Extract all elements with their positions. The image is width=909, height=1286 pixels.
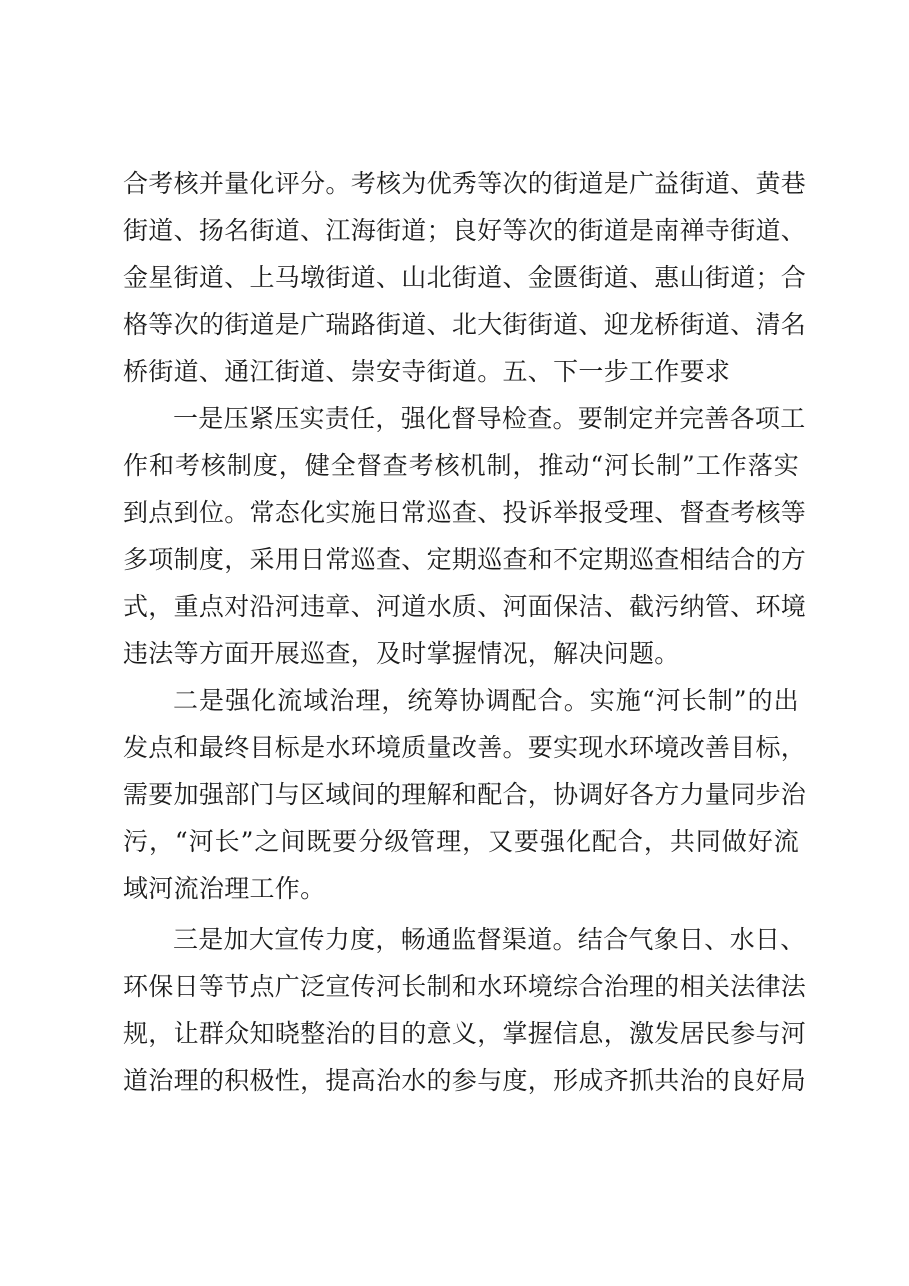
text-line: 环保日等节点广泛宣传河长制和水环境综合治理的相关法律法 [123, 972, 807, 1001]
text-line: 规，让群众知晓整治的目的意义，掌握信息，激发居民参与河 [123, 1019, 807, 1048]
text-line: 到点到位。常态化实施日常巡查、投诉举报受理、督查考核等 [123, 498, 807, 527]
document-body [123, 160, 807, 1104]
paragraph-first-line: 一是压紧压实责任，强化督导检查。要制定并完善各项工 [173, 404, 806, 433]
text-line: 街道、扬名街道、江海街道；良好等次的街道是南禅寺街道、 [123, 216, 807, 245]
text-line: 多项制度，采用日常巡查、定期巡查和不定期巡查相结合的方 [123, 545, 807, 574]
text-line: 桥街道、通江街道、崇安寺街道。五、下一步工作要求 [123, 357, 731, 386]
text-line: 需要加强部门与区域间的理解和配合，协调好各方力量同步治 [123, 780, 807, 809]
text-line: 作和考核制度，健全督查考核机制，推动“河长制”工作落实 [123, 451, 799, 480]
text-line: 金星街道、上马墩街道、山北街道、金匮街道、惠山街道；合 [123, 263, 807, 292]
text-line: 道治理的积极性，提高治水的参与度，形成齐抓共治的良好局 [123, 1066, 807, 1095]
text-line: 式，重点对沿河违章、河道水质、河面保洁、截污纳管、环境 [123, 592, 807, 621]
text-line: 违法等方面开展巡查，及时掌握情况，解决问题。 [123, 639, 680, 668]
text-line: 格等次的街道是广瑞路街道、北大街街道、迎龙桥街道、清名 [123, 310, 807, 339]
text-line: 污，“河长”之间既要分级管理，又要强化配合，共同做好流 [123, 827, 799, 856]
text-line: 域河流治理工作。 [123, 874, 326, 903]
paragraph-first-line: 三是加大宣传力度，畅通监督渠道。结合气象日、水日、 [173, 925, 806, 954]
text-line: 合考核并量化评分。考核为优秀等次的街道是广益街道、黄巷 [123, 169, 807, 198]
paragraph-first-line: 二是强化流域治理，统筹协调配合。实施“河长制”的出 [173, 686, 799, 715]
text-line: 发点和最终目标是水环境质量改善。要实现水环境改善目标， [123, 733, 807, 762]
